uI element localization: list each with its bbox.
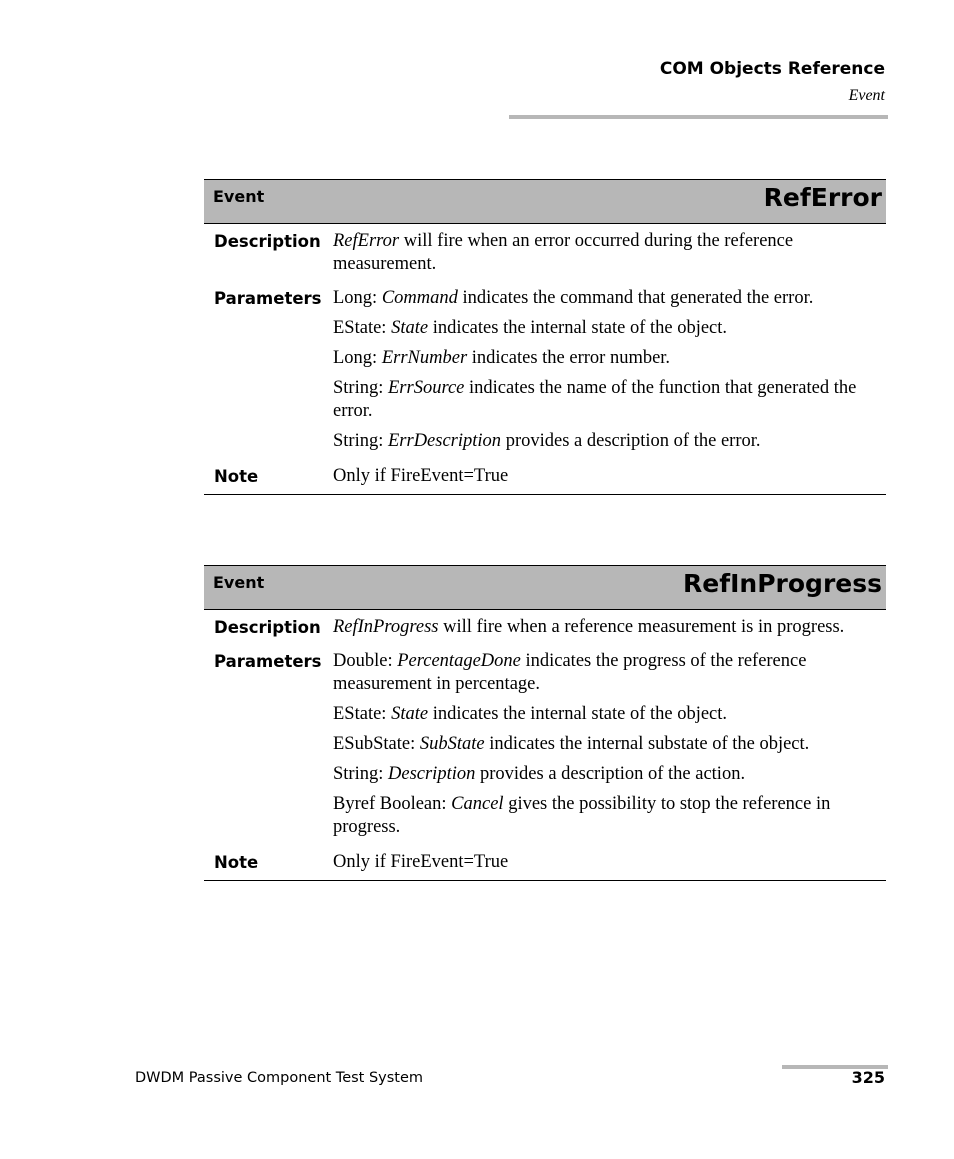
event-table-referror [204,179,886,495]
note-row [204,851,886,880]
event-name-ref: RefInProgress [333,617,439,637]
description-text [333,230,878,276]
parameter-item: EState: State indicates the internal state of the object. [333,704,728,724]
parameters-row [204,287,886,465]
running-header [660,58,885,107]
parameter-item: Long: Command indicates the command that generated the error. [333,288,814,308]
description-row [204,224,886,287]
parameter-item: ESubState: SubState indicates the internal substate of the object. [333,734,810,754]
note-label: Note [214,467,259,486]
section-title: Event [848,87,885,104]
chapter-title: COM Objects Reference [659,59,885,79]
event-name: RefInProgress [683,569,882,598]
event-kind-label: Event [213,573,265,592]
parameter-item: String: ErrDescription provides a description of the error. [333,431,761,451]
parameters-label: Parameters [214,289,322,308]
footer-document-title: DWDM Passive Component Test System [135,1070,424,1086]
description-label: Description [214,232,321,251]
event-table-header [204,179,886,224]
page-number: 325 [851,1068,885,1087]
event-kind-label: Event [213,187,265,206]
description-label: Description [214,618,321,637]
description-body: will fire when an error occurred during the reference measurement. [333,231,794,274]
event-name-ref: RefError [333,231,400,251]
parameter-item: Long: ErrNumber indicates the error number. [333,348,671,368]
parameters-row [204,650,886,851]
description-body: will fire when a reference measurement is in progress. [438,617,845,637]
note-row [204,465,886,494]
header-rule [509,115,888,119]
event-table-header [204,565,886,610]
parameters-list [333,287,878,453]
note-text: Only if FireEvent=True [333,466,509,486]
description-row [204,610,886,650]
parameter-item: EState: State indicates the internal state of the object. [333,318,728,338]
note-label: Note [214,853,259,872]
note-text: Only if FireEvent=True [333,852,509,872]
parameters-list [333,650,878,839]
event-name: RefError [763,183,882,212]
description-text [333,616,878,639]
parameters-label: Parameters [214,652,322,671]
parameter-item: String: Description provides a description of the action. [333,764,746,784]
parameter-item: Byref Boolean: Cancel gives the possibility to stop the reference in progress. [333,794,831,837]
event-table-refinprogress [204,565,886,881]
parameter-item: Double: PercentageDone indicates the progress of the reference measurement in percentage. [333,651,807,694]
parameter-item: String: ErrSource indicates the name of the function that generated the error. [333,378,857,421]
